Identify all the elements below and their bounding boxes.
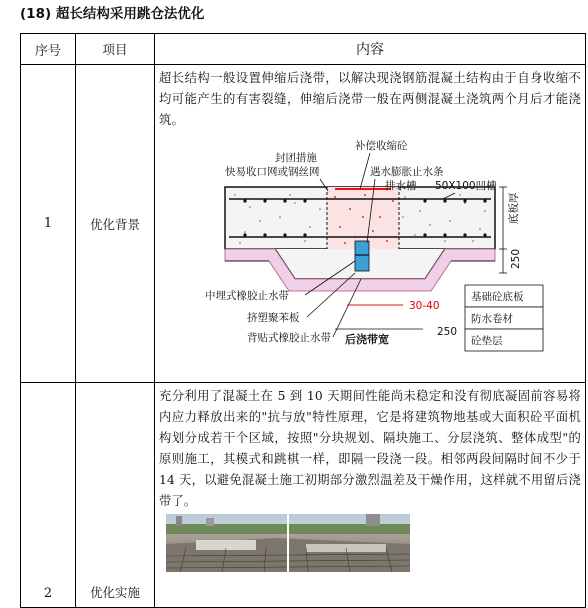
table-row (21, 383, 586, 608)
label-250-horizontal: 250 (437, 326, 458, 338)
label-membrane: 防水卷材 (471, 313, 513, 325)
label-xps-board: 挤塑聚苯板 (247, 312, 300, 324)
label-sealing-measure: 封团措施 (275, 152, 317, 164)
label-cushion: 砼垫层 (471, 335, 503, 347)
label-slab-thickness: 底板厚 (508, 192, 520, 224)
page-title: (18) 超长结构采用跳仓法优化 (20, 6, 205, 22)
label-base-slab: 基础砼底板 (471, 291, 524, 303)
waterstop (355, 241, 369, 271)
label-quick-close-mesh: 快易收口网或钢丝网 (225, 166, 320, 178)
content-table (20, 33, 586, 608)
label-groove-size: 50X100凹槽 (435, 180, 497, 192)
row-content (155, 383, 586, 608)
table-row (21, 65, 586, 383)
header-item: 项目 (76, 34, 155, 65)
row-text: 充分利用了混凝土在 5 到 10 天期间性能尚未稳定和没有彻底凝固前容易将内应力释放出来的"抗与放"特性原理，它是将建筑物地基或大面积砼平面机构划分成若干个区域，按照"分块规划、隔块施工、分层浇筑、整体成型"的原则施工，其模式和跳棋一样，即隔一段浇一段。相邻两段间隔时间不少于 14 天，以避免混凝土施工初期部分激烈温差及干燥作用，这样就不用留后浇带了。 (159, 389, 581, 508)
row-number: 1 (21, 65, 76, 383)
label-compensating-concrete: 补偿收缩砼 (355, 140, 408, 152)
label-embedded-waterstop: 中埋式橡胶止水带 (205, 290, 289, 302)
row-number: 2 (21, 383, 76, 608)
label-post-pour-width: 后浇带宽 (345, 333, 389, 346)
label-30-40: 30-40 (409, 300, 440, 312)
label-external-waterstop: 背贴式橡胶止水带 (247, 332, 331, 344)
row-content (155, 65, 586, 383)
label-drain-groove: 排水槽 (385, 180, 417, 192)
label-swelling-water-stop: 遇水膨胀止水条 (370, 166, 444, 178)
row-item: 优化实施 (76, 383, 155, 608)
header-no: 序号 (21, 34, 76, 65)
table-header-row (21, 34, 586, 65)
row-text: 超长结构一般设置伸缩后浇带，以解决现浇钢筋混凝土结构由于自身收缩不均可能产生的有害裂缝，伸缩后浇带一般在两侧混凝土浇筑两个月后才能浇筑。 (159, 71, 581, 127)
construction-site-photo (166, 514, 410, 572)
row-item: 优化背景 (76, 65, 155, 383)
label-250-vertical: 250 (510, 248, 522, 269)
header-content: 内容 (155, 34, 586, 65)
post-pour-strip-diagram (205, 137, 565, 357)
